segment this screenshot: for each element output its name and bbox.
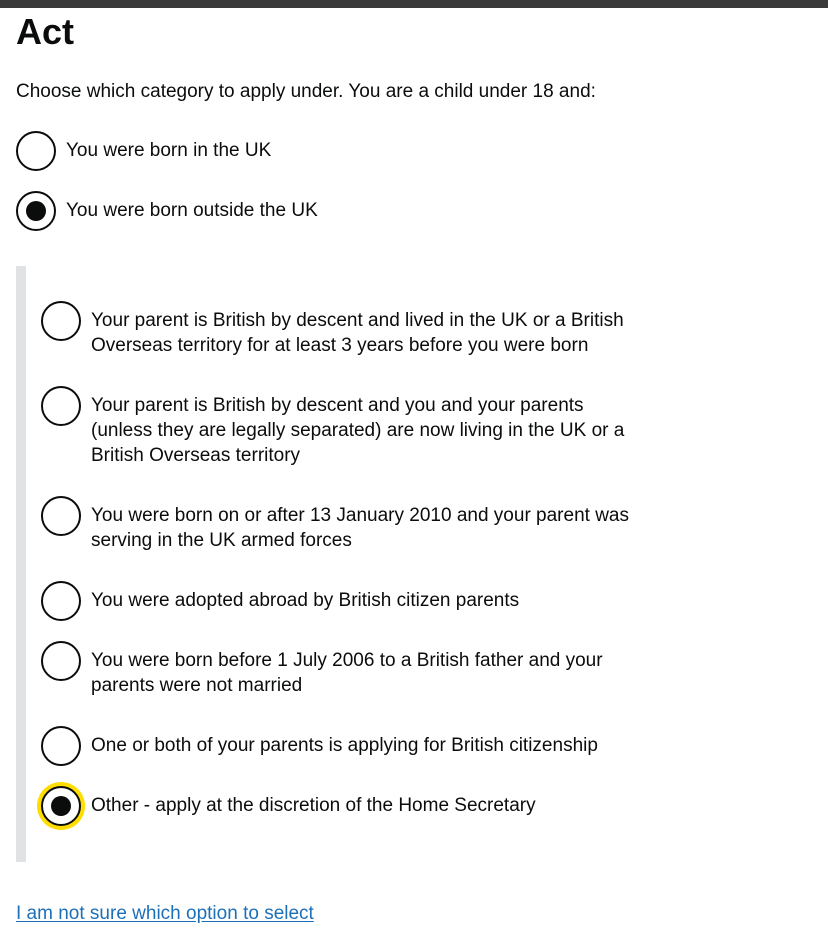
not-sure-help-link[interactable]: I am not sure which option to select <box>16 903 314 924</box>
radio-label: You were born outside the UK <box>66 200 318 221</box>
radio-adopted-abroad[interactable] <box>41 581 681 621</box>
radio-button[interactable] <box>41 726 81 766</box>
question-hint: Choose which category to apply under. You are a child under 18 and: <box>16 81 596 102</box>
radio-label: You were born before 1 July 2006 to a British father and your parents were not married <box>91 650 603 696</box>
radio-british-father-unmarried[interactable] <box>41 641 671 698</box>
radio-button[interactable] <box>41 641 81 681</box>
radio-born-outside-uk[interactable] <box>16 191 318 231</box>
radio-label: You were born on or after 13 January 2010 and your parent was serving in the UK armed forces <box>91 505 629 551</box>
radio-label: One or both of your parents is applying for British citizenship <box>91 735 598 756</box>
radio-button[interactable] <box>41 301 81 341</box>
radio-label: Your parent is British by descent and you and your parents (unless they are legally separated) are now living in the UK or a British Overseas territory <box>91 395 625 466</box>
radio-parent-british-descent-lived[interactable] <box>41 301 681 358</box>
radio-label: Your parent is British by descent and lived in the UK or a British Overseas territory for at least 3 years before you were born <box>91 310 624 356</box>
radio-button-selected-focused[interactable] <box>41 786 81 826</box>
page-title: Act <box>16 11 75 52</box>
radio-label: You were born in the UK <box>66 140 272 161</box>
radio-button[interactable] <box>16 131 56 171</box>
top-bar <box>0 0 828 8</box>
radio-label: You were adopted abroad by British citizen parents <box>91 590 520 611</box>
radio-button-selected[interactable] <box>16 191 56 231</box>
conditional-inset-border <box>16 266 26 862</box>
radio-button[interactable] <box>41 581 81 621</box>
radio-armed-forces[interactable] <box>41 496 671 553</box>
radio-button[interactable] <box>41 386 81 426</box>
radio-born-in-uk[interactable] <box>16 131 271 171</box>
radio-parent-british-descent-living[interactable] <box>41 386 641 468</box>
radio-button[interactable] <box>41 496 81 536</box>
radio-other-discretion[interactable] <box>41 786 681 826</box>
radio-parents-applying[interactable] <box>41 726 681 766</box>
radio-label: Other - apply at the discretion of the Home Secretary <box>91 795 536 816</box>
